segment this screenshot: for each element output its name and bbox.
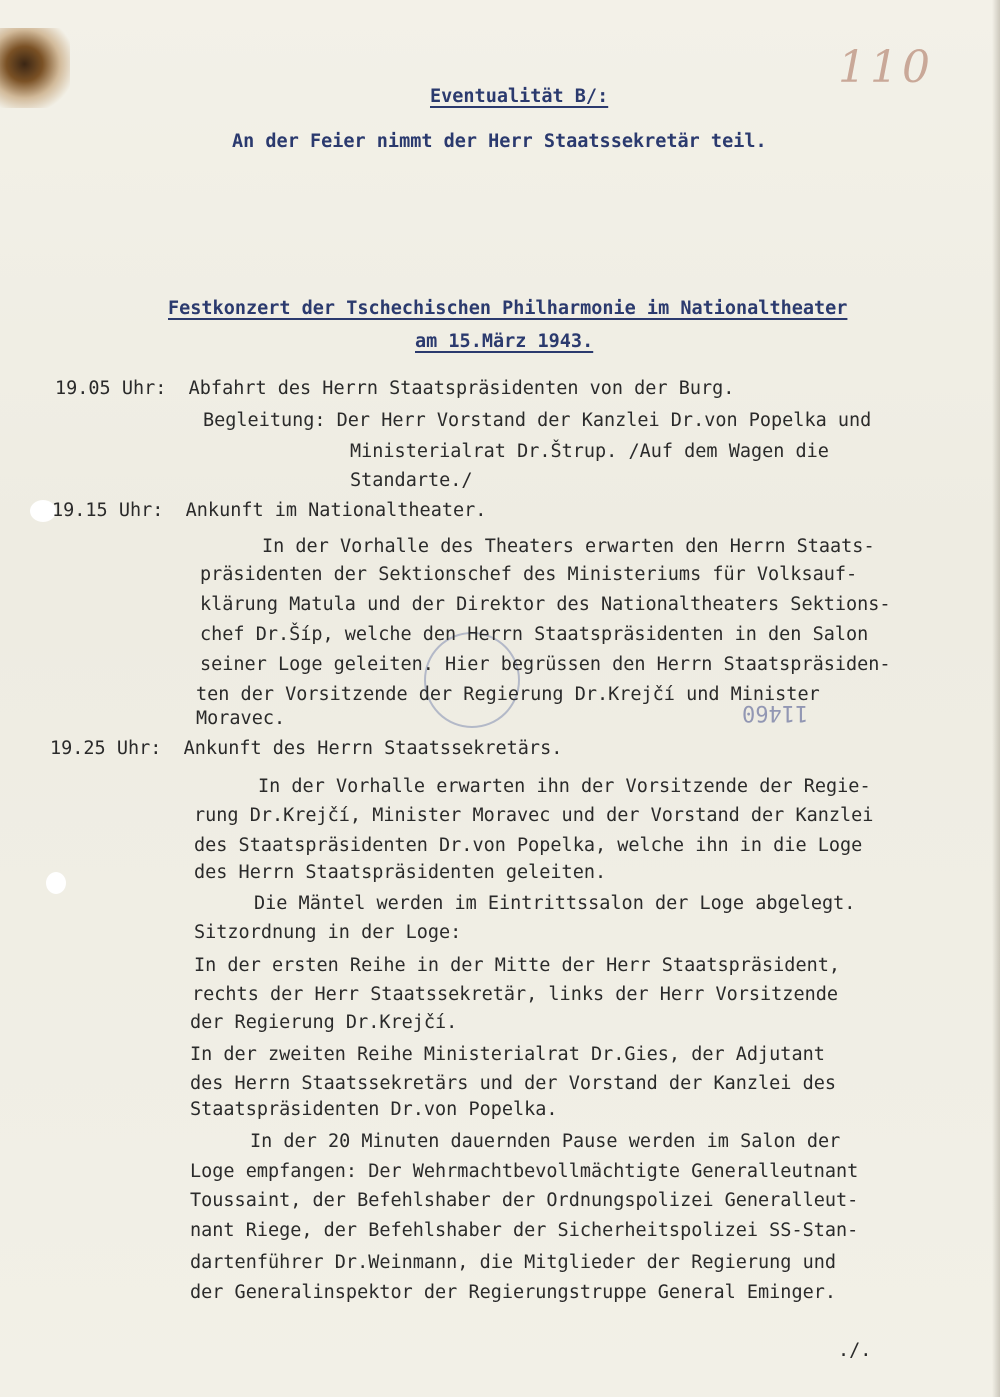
rust-stain bbox=[0, 28, 70, 108]
text-line: 19.25 Uhr: Ankunft des Herrn Staatssekretärs. bbox=[50, 738, 563, 759]
text-line: ten der Vorsitzende der Regierung Dr.Krejčí und Minister bbox=[196, 684, 820, 705]
text-line: des Staatspräsidenten Dr.von Popelka, welche ihn in die Loge bbox=[194, 835, 863, 856]
handwritten-page-number: 110 bbox=[838, 42, 934, 93]
round-stamp bbox=[424, 632, 520, 728]
stamp-number: 11460 bbox=[742, 700, 809, 725]
concert-date: am 15.März 1943. bbox=[415, 331, 594, 352]
concert-title: Festkonzert der Tschechischen Philharmonie im Nationaltheater bbox=[168, 298, 848, 319]
text-line: klärung Matula und der Direktor des Nationaltheaters Sektions- bbox=[200, 594, 891, 615]
text-line: präsidenten der Sektionschef des Ministeriums für Volksauf- bbox=[200, 564, 858, 585]
text-line: rung Dr.Krejčí, Minister Moravec und der Vorstand der Kanzlei bbox=[194, 805, 874, 826]
text-line: In der Vorhalle des Theaters erwarten den Herrn Staats- bbox=[262, 536, 875, 557]
heading-subtitle: An der Feier nimmt der Herr Staatssekretär teil. bbox=[232, 131, 767, 152]
text-line: der Regierung Dr.Krejčí. bbox=[190, 1012, 458, 1033]
text-line: Sitzordnung in der Loge: bbox=[194, 922, 462, 943]
text-line: rechts der Herr Staatssekretär, links der Herr Vorsitzende bbox=[192, 984, 839, 1005]
continuation-mark: ./. bbox=[838, 1340, 872, 1361]
text-line: In der Vorhalle erwarten ihn der Vorsitzende der Regie- bbox=[258, 776, 871, 797]
text-line: 19.05 Uhr: Abfahrt des Herrn Staatspräsidenten von der Burg. bbox=[55, 378, 735, 399]
text-line: chef Dr.Šíp, welche den Herrn Staatspräsidenten in den Salon bbox=[200, 624, 869, 645]
text-line: der Generalinspektor der Regierungstruppe General Eminger. bbox=[190, 1282, 837, 1303]
text-line: nant Riege, der Befehlshaber der Sicherheitspolizei SS-Stan- bbox=[190, 1220, 859, 1241]
text-line: Begleitung: Der Herr Vorstand der Kanzlei Dr.von Popelka und bbox=[203, 410, 872, 431]
text-line: In der ersten Reihe in der Mitte der Herr Staatspräsident, bbox=[194, 955, 841, 976]
text-line: Die Mäntel werden im Eintrittssalon der Loge abgelegt. bbox=[254, 893, 856, 914]
text-line: In der 20 Minuten dauernden Pause werden im Salon der bbox=[250, 1131, 841, 1152]
text-line: seiner Loge geleiten. Hier begrüssen den Herrn Staatspräsiden- bbox=[200, 654, 891, 675]
page-edge-shadow bbox=[992, 0, 1000, 1397]
text-line: Loge empfangen: Der Wehrmachtbevollmächtigte Generalleutnant bbox=[190, 1161, 859, 1182]
text-line: Moravec. bbox=[196, 708, 286, 729]
text-line: In der zweiten Reihe Ministerialrat Dr.Gies, der Adjutant bbox=[190, 1044, 825, 1065]
text-line: Ministerialrat Dr.Štrup. /Auf dem Wagen die bbox=[350, 441, 829, 462]
heading-title: Eventualität B/: bbox=[430, 86, 609, 107]
text-line: Toussaint, der Befehlshaber der Ordnungspolizei Generalleut- bbox=[190, 1190, 859, 1211]
text-line: Standarte./ bbox=[350, 470, 473, 491]
text-line: des Herrn Staatssekretärs und der Vorstand der Kanzlei des bbox=[190, 1073, 837, 1094]
punch-hole bbox=[46, 872, 66, 894]
text-line: Staatspräsidenten Dr.von Popelka. bbox=[190, 1099, 558, 1120]
text-line: 19.15 Uhr: Ankunft im Nationaltheater. bbox=[52, 500, 487, 521]
text-line: des Herrn Staatspräsidenten geleiten. bbox=[194, 862, 607, 883]
text-line: dartenführer Dr.Weinmann, die Mitglieder der Regierung und bbox=[190, 1252, 837, 1273]
